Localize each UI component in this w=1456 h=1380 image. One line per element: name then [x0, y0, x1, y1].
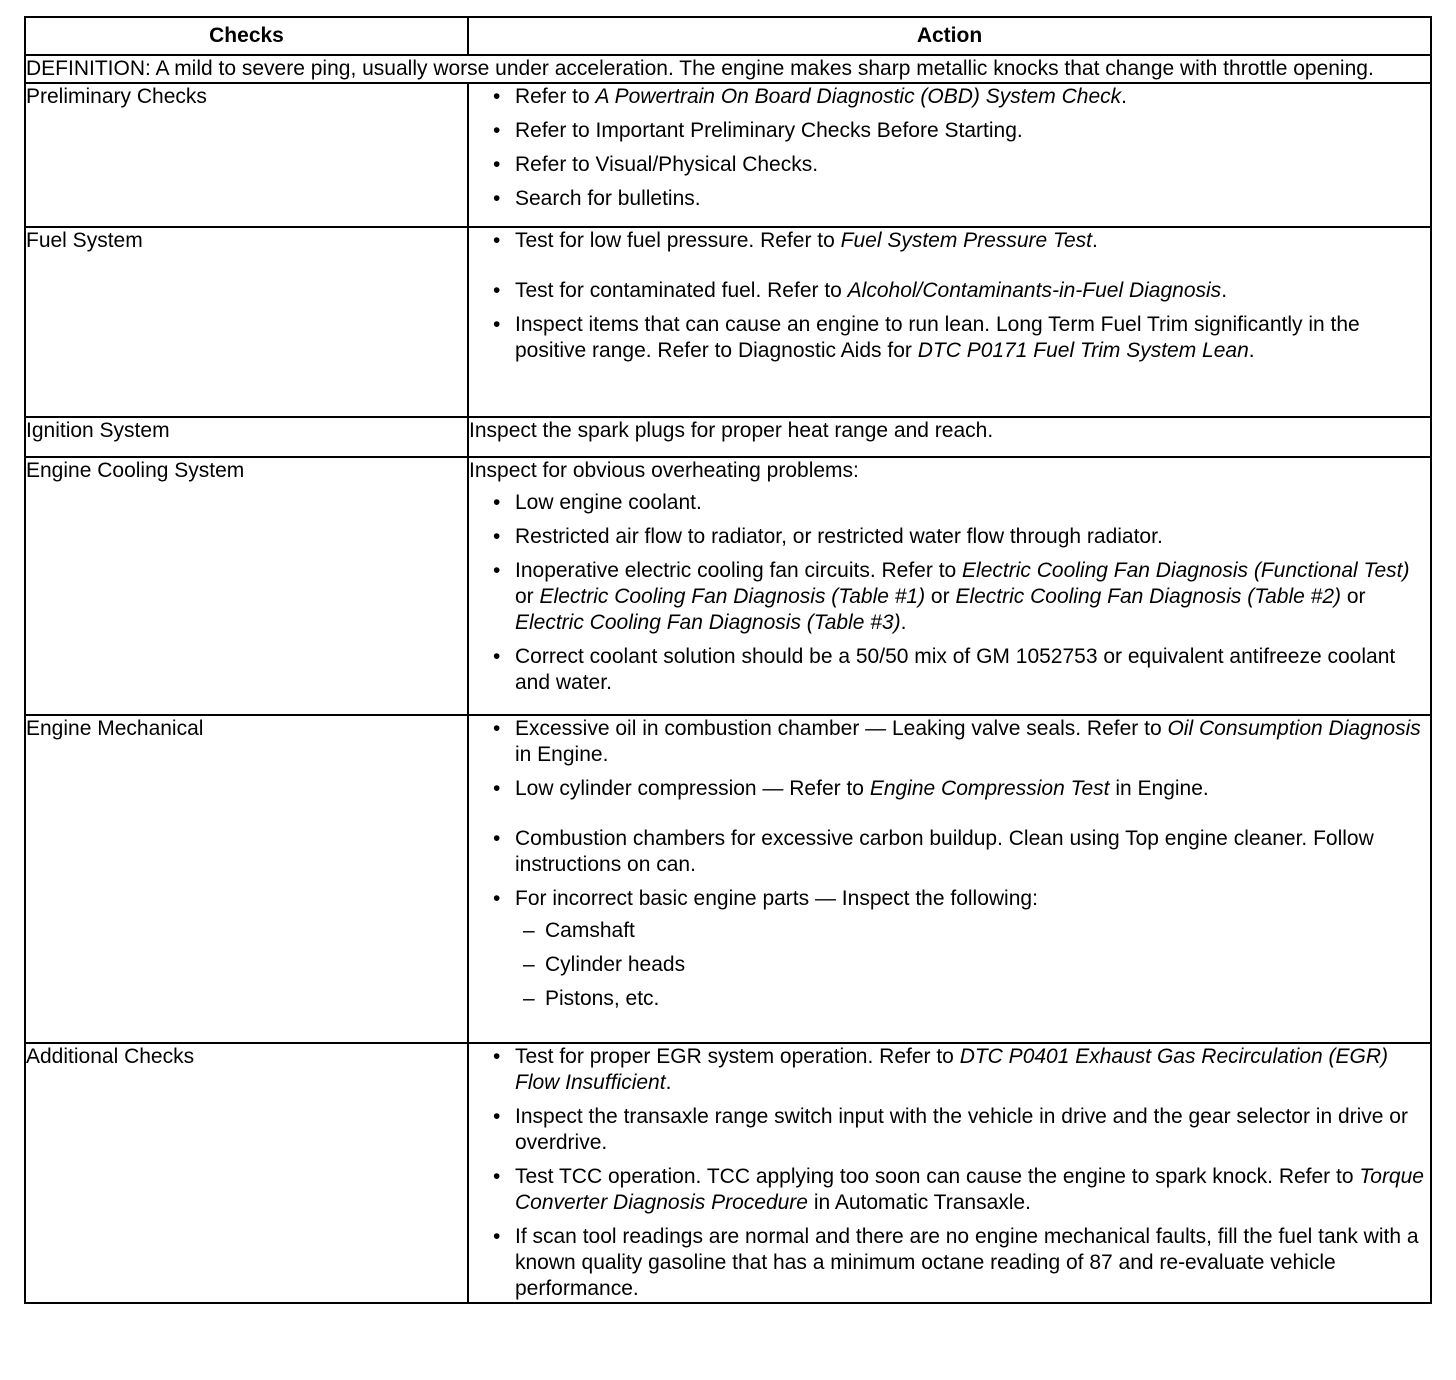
check-label: Engine Mechanical [25, 715, 468, 1043]
list-item: • Low engine coolant. [515, 490, 1430, 516]
check-label: Engine Cooling System [25, 457, 468, 715]
table-row [25, 83, 1431, 227]
list-item: • Inspect items that can cause an engine to run lean. Long Term Fuel Trim significantly in the positive range. Refer to Diagnostic Aids for DTC P0171 Fuel Trim System Lean. [515, 312, 1430, 364]
bullet-list [469, 228, 1430, 364]
sub-list-item: – Pistons, etc. [545, 986, 1430, 1012]
definition-text: DEFINITION: A mild to severe ping, usually worse under acceleration. The engine makes sharp metallic knocks that change with throttle opening. [25, 55, 1431, 83]
action-cell [468, 457, 1431, 715]
sub-list-item: – Camshaft [545, 918, 1430, 944]
table-row [25, 715, 1431, 1043]
list-item: • Test TCC operation. TCC applying too soon can cause the engine to spark knock. Refer to Torque Converter Diagnosis Procedure in Automatic Transaxle. [515, 1164, 1430, 1216]
action-intro: Inspect for obvious overheating problems: [469, 459, 859, 482]
check-label: Fuel System [25, 227, 468, 417]
check-label: Preliminary Checks [25, 83, 468, 227]
list-item: • Excessive oil in combustion chamber — Leaking valve seals. Refer to Oil Consumption Diagnosis in Engine. [515, 716, 1430, 768]
action-cell [468, 83, 1431, 227]
list-item: • Refer to A Powertrain On Board Diagnostic (OBD) System Check. [515, 84, 1430, 110]
diagnosis-table [24, 16, 1432, 1304]
table-row [25, 457, 1431, 715]
list-item: • Refer to Visual/Physical Checks. [515, 152, 1430, 178]
check-label: Additional Checks [25, 1043, 468, 1303]
list-item: • Refer to Important Preliminary Checks Before Starting. [515, 118, 1430, 144]
list-item: • Test for low fuel pressure. Refer to Fuel System Pressure Test. [515, 228, 1430, 254]
list-item: • Search for bulletins. [515, 186, 1430, 212]
list-item: • Correct coolant solution should be a 50/50 mix of GM 1052753 or equivalent antifreeze coolant and water. [515, 644, 1430, 696]
list-item: • Restricted air flow to radiator, or restricted water flow through radiator. [515, 524, 1430, 550]
sub-list [515, 918, 1430, 1012]
header-action: Action [468, 17, 1431, 55]
action-cell [468, 1043, 1431, 1303]
list-item: • For incorrect basic engine parts — Inspect the following: – Camshaft – Cylinder heads – Pistons, etc. [515, 886, 1430, 1012]
action-text: Inspect the spark plugs for proper heat range and reach. [468, 417, 1431, 457]
sub-list-item: – Cylinder heads [545, 952, 1430, 978]
bullet-list [469, 1044, 1430, 1302]
bullet-list [469, 716, 1430, 1012]
action-cell [468, 227, 1431, 417]
list-item: • Test for proper EGR system operation. Refer to DTC P0401 Exhaust Gas Recirculation (EGR) Flow Insufficient. [515, 1044, 1430, 1096]
action-cell [468, 715, 1431, 1043]
header-checks: Checks [25, 17, 468, 55]
list-item: • Inoperative electric cooling fan circuits. Refer to Electric Cooling Fan Diagnosis (Functional Test) or Electric Cooling Fan Diagnosis (Table #1) or Electric Cooling Fan Diagnosis (Table #2) or Electric Cooling Fan Diagnosis (Table #3). [515, 558, 1430, 636]
definition-row [25, 55, 1431, 83]
table-row [25, 417, 1431, 457]
list-item: • Low cylinder compression — Refer to Engine Compression Test in Engine. [515, 776, 1430, 802]
list-item: • Combustion chambers for excessive carbon buildup. Clean using Top engine cleaner. Follow instructions on can. [515, 826, 1430, 878]
list-item: • If scan tool readings are normal and there are no engine mechanical faults, fill the fuel tank with a known quality gasoline that has a minimum octane reading of 87 and re-evaluate vehicle performance. [515, 1224, 1430, 1302]
bullet-list [469, 490, 1430, 696]
list-item: • Test for contaminated fuel. Refer to Alcohol/Contaminants-in-Fuel Diagnosis. [515, 278, 1430, 304]
table-header-row [25, 17, 1431, 55]
check-label: Ignition System [25, 417, 468, 457]
list-item: • Inspect the transaxle range switch input with the vehicle in drive and the gear selector in drive or overdrive. [515, 1104, 1430, 1156]
bullet-list [469, 84, 1430, 212]
table-row [25, 227, 1431, 417]
table-row [25, 1043, 1431, 1303]
